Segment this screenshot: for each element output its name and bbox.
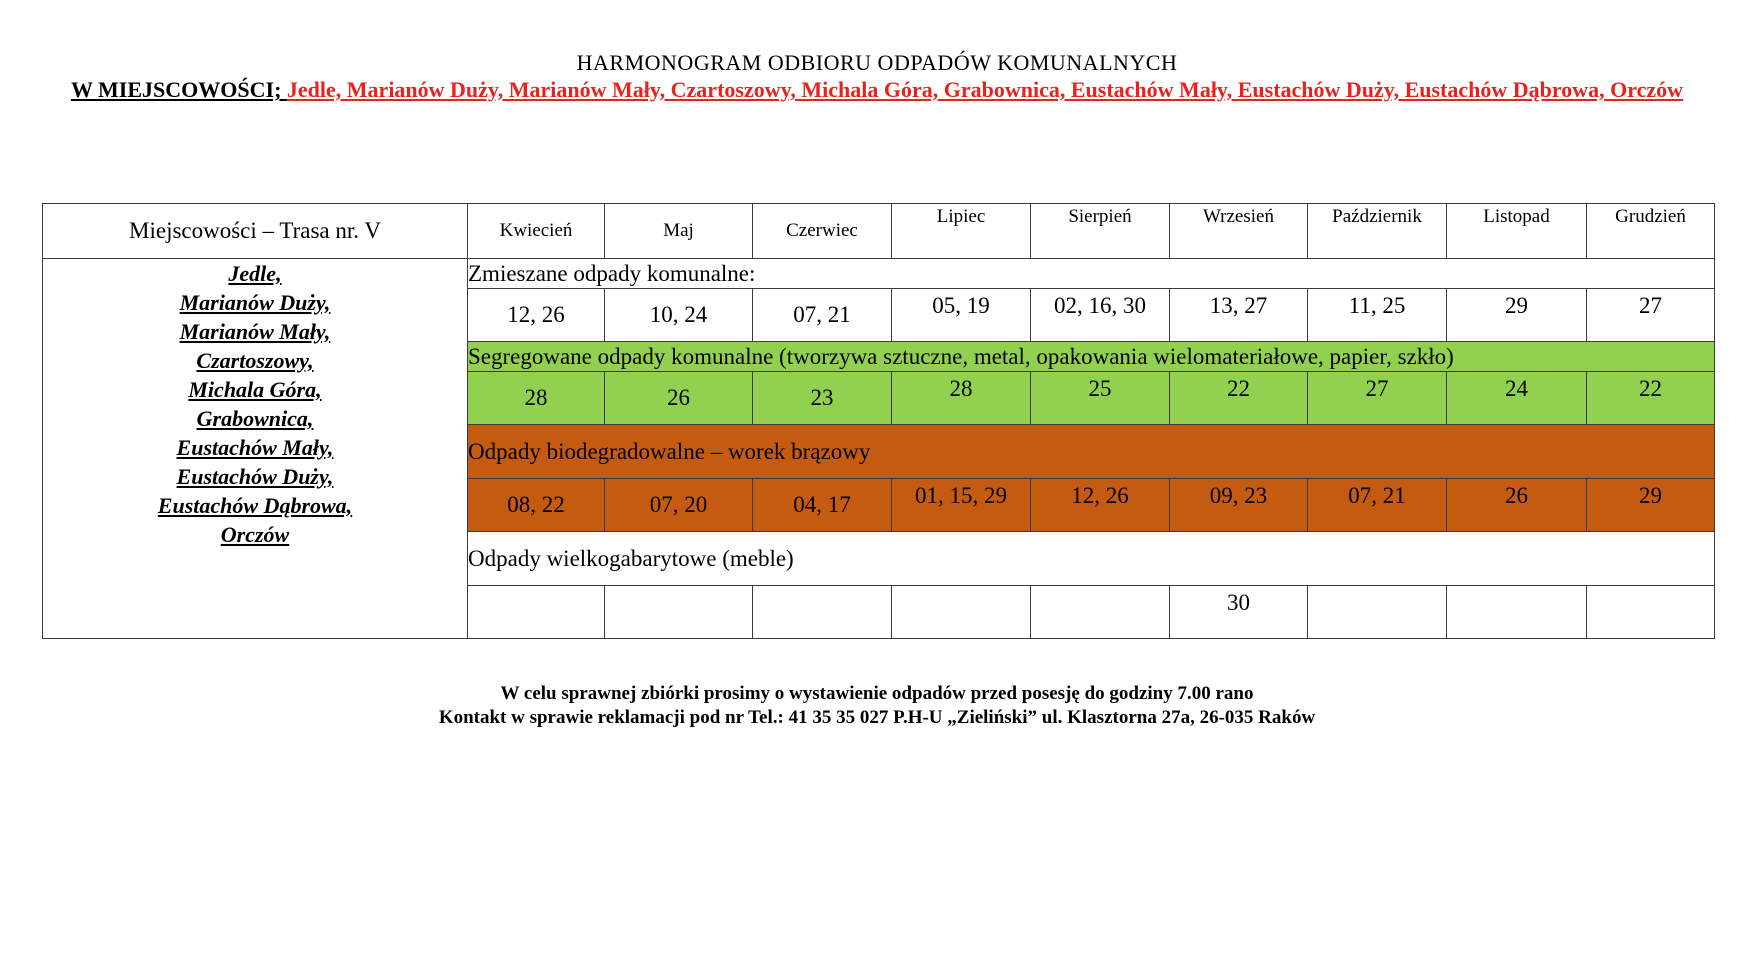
footer-line-contact: Kontakt w sprawie reklamacji pod nr Tel.: 41 35 35 027 P.H-U „Zieliński” ul. Klasztorna 27a, 26-035 Raków — [438, 707, 1316, 728]
date-cell: 24 — [1447, 372, 1587, 425]
date-cell: 07, 21 — [753, 289, 892, 342]
month-header: Maj — [605, 204, 753, 259]
footer-line-instructions: W celu sprawnej zbiórki prosimy o wystawienie odpadów przed posesję do godziny 7.00 rano — [500, 683, 1254, 704]
section-label-mixed: Zmieszane odpady komunalne: — [468, 259, 1715, 289]
date-cell: 22 — [1170, 372, 1308, 425]
date-cell: 07, 20 — [605, 479, 753, 532]
date-cell — [605, 586, 753, 639]
date-cell: 12, 26 — [1031, 479, 1170, 532]
header-row — [43, 204, 1715, 259]
date-cell: 27 — [1587, 289, 1715, 342]
collection-schedule-table — [42, 203, 1715, 639]
date-cell: 27 — [1308, 372, 1447, 425]
month-header: Sierpień — [1031, 204, 1170, 259]
month-header: Grudzień — [1587, 204, 1715, 259]
date-cell: 01, 15, 29 — [892, 479, 1031, 532]
place-name: Marianów Duży, — [179, 290, 331, 315]
date-cell: 22 — [1587, 372, 1715, 425]
date-cell: 28 — [892, 372, 1031, 425]
month-header: Październik — [1308, 204, 1447, 259]
date-cell: 11, 25 — [1308, 289, 1447, 342]
month-header: Czerwiec — [753, 204, 892, 259]
date-cell: 30 — [1170, 586, 1308, 639]
section-label-biodegradable: Odpady biodegradowalne – worek brązowy — [468, 425, 1715, 479]
date-cell: 28 — [468, 372, 605, 425]
date-cell — [1031, 586, 1170, 639]
section-row-mixed — [43, 259, 1715, 289]
date-cell: 13, 27 — [1170, 289, 1308, 342]
date-cell: 26 — [1447, 479, 1587, 532]
date-cell: 10, 24 — [605, 289, 753, 342]
section-label-segregated: Segregowane odpady komunalne (tworzywa sztuczne, metal, opakowania wielomateriałowe, papier, szkło) — [468, 342, 1715, 372]
date-cell — [892, 586, 1031, 639]
place-name: Jedle, — [228, 261, 282, 286]
document-subtitle — [0, 76, 1754, 104]
month-header: Listopad — [1447, 204, 1587, 259]
month-header: Wrzesień — [1170, 204, 1308, 259]
date-cell: 08, 22 — [468, 479, 605, 532]
date-cell — [753, 586, 892, 639]
date-cell — [1447, 586, 1587, 639]
places-column-header: Miejscowości – Trasa nr. V — [43, 204, 468, 259]
date-cell: 07, 21 — [1308, 479, 1447, 532]
place-name: Eustachów Dąbrowa, — [157, 493, 353, 518]
date-cell — [1308, 586, 1447, 639]
date-cell: 04, 17 — [753, 479, 892, 532]
document-title: HARMONOGRAM ODBIORU ODPADÓW KOMUNALNYCH — [576, 50, 1178, 75]
date-cell: 12, 26 — [468, 289, 605, 342]
place-name: Grabownica, — [196, 406, 314, 431]
date-cell: 26 — [605, 372, 753, 425]
place-name: Marianów Mały, — [179, 319, 331, 344]
date-cell: 29 — [1587, 479, 1715, 532]
date-cell — [1587, 586, 1715, 639]
date-cell: 02, 16, 30 — [1031, 289, 1170, 342]
place-name: Orczów — [220, 522, 290, 547]
date-cell — [468, 586, 605, 639]
date-cell: 09, 23 — [1170, 479, 1308, 532]
subtitle-places: Jedle, Marianów Duży, Marianów Mały, Czartoszowy, Michala Góra, Grabownica, Eustachów Mały, Eustachów Duży, Eustachów Dąbrowa, Orczów — [286, 77, 1684, 102]
month-header: Kwiecień — [468, 204, 605, 259]
date-cell: 25 — [1031, 372, 1170, 425]
month-header: Lipiec — [892, 204, 1031, 259]
footer-note — [0, 682, 1754, 730]
place-name: Eustachów Mały, — [176, 435, 334, 460]
subtitle-lead: W MIEJSCOWOŚCI; — [70, 77, 287, 102]
place-name: Czartoszowy, — [196, 348, 314, 373]
section-label-bulky: Odpady wielkogabarytowe (meble) — [468, 532, 1715, 586]
places-list-cell — [43, 259, 468, 639]
date-cell: 05, 19 — [892, 289, 1031, 342]
date-cell: 29 — [1447, 289, 1587, 342]
place-name: Michala Góra, — [188, 377, 322, 402]
place-name: Eustachów Duży, — [176, 464, 334, 489]
date-cell: 23 — [753, 372, 892, 425]
